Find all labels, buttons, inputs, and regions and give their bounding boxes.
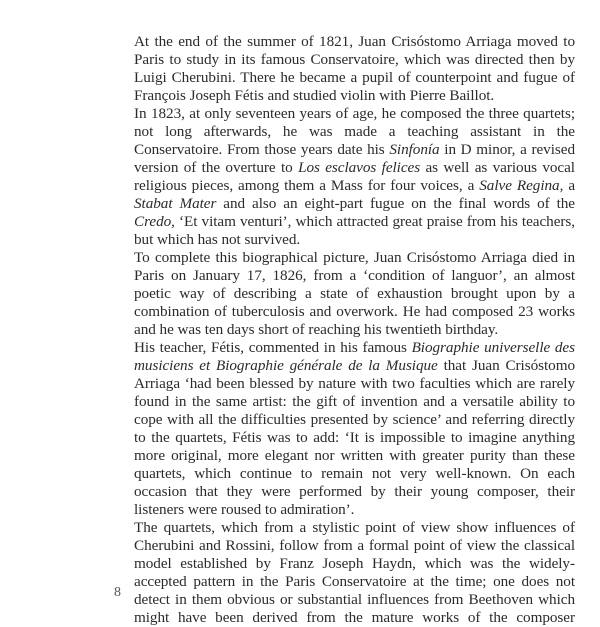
paragraph-fetis-commentary	[134, 339, 575, 519]
paragraph-compositions	[134, 105, 575, 249]
text-segment: as well as various vocal religious pieces, among them a Mass for four voices, a	[134, 159, 575, 194]
work-title-los-esclavos-felices: Los esclavos felices	[298, 159, 421, 176]
work-title-sinfonia: Sinfonía	[389, 141, 440, 158]
paragraph-studies-in-paris	[134, 33, 575, 105]
work-title-credo: Credo	[134, 213, 172, 230]
body-text	[134, 33, 575, 627]
paragraph-death	[134, 249, 575, 339]
text-segment: The quartets, which from a stylistic point of view show influences of Cherubini and Rossini, follow from a formal point of view the classical model established by Franz Joseph Haydn, which was the widely-accepted pattern in the Paris Conservatoire at the time; one does not detect in them obvious or substantial influences from Beethoven which might have been derived from the mature works of the composer	[134, 519, 575, 626]
text-segment: To complete this biographical picture, Juan Crisóstomo Arriaga died in Paris on January 17, 1826, from a ‘condition of languor’, an almost poetic way of describing a state of exhaustion brought upon by a combination of tuberculosis and overwork. He had composed 23 works and he was ten days short of reaching his twentieth birthday.	[134, 249, 575, 338]
text-segment: His teacher, Fétis, commented in his famous	[134, 339, 412, 356]
text-segment: in D minor, a revised version of the overture to	[134, 141, 575, 176]
text-segment: that Juan Crisóstomo Arriaga ‘had been blessed by nature with two faculties which are rarely found in the same artist: the gift of invention and a versatile ability to cope with all the difficulties presented by science’ and referring directly to the quartets, Fétis was to add: ‘It is impossible to imagine anything more original, more elegant nor written with greater purity than these quartets, which continue to remain not very well-known. On each occasion that they were performed by their young composer, their listeners were roused to admiration’.	[134, 357, 576, 518]
page-number: 8	[114, 585, 121, 600]
work-title-salve-regina: Salve Regina	[479, 177, 560, 194]
book-title-biographie-universelle: Biographie universelle des musiciens et Biographie générale de la Musique	[134, 339, 575, 374]
text-segment: At the end of the summer of 1821, Juan Crisóstomo Arriaga moved to Paris to study in its famous Conservatoire, which was directed then by Luigi Cherubini. There he became a pupil of counterpoint and fugue of François Joseph Fétis and studied violin with Pierre Baillot.	[134, 33, 575, 104]
work-title-stabat-mater: Stabat Mater	[134, 195, 217, 212]
text-segment: , ‘Et vitam venturi’, which attracted great praise from his teachers, but which has not survived.	[134, 213, 575, 248]
text-segment: and also an eight-part fugue on the final words of the	[216, 195, 575, 212]
text-segment: , a	[559, 177, 576, 194]
paragraph-quartets-influences	[134, 519, 575, 627]
text-segment: In 1823, at only seventeen years of age, he composed the three quartets; not long afterwards, he was made a teaching assistant in the Conservatoire. From those years date his	[134, 105, 575, 158]
